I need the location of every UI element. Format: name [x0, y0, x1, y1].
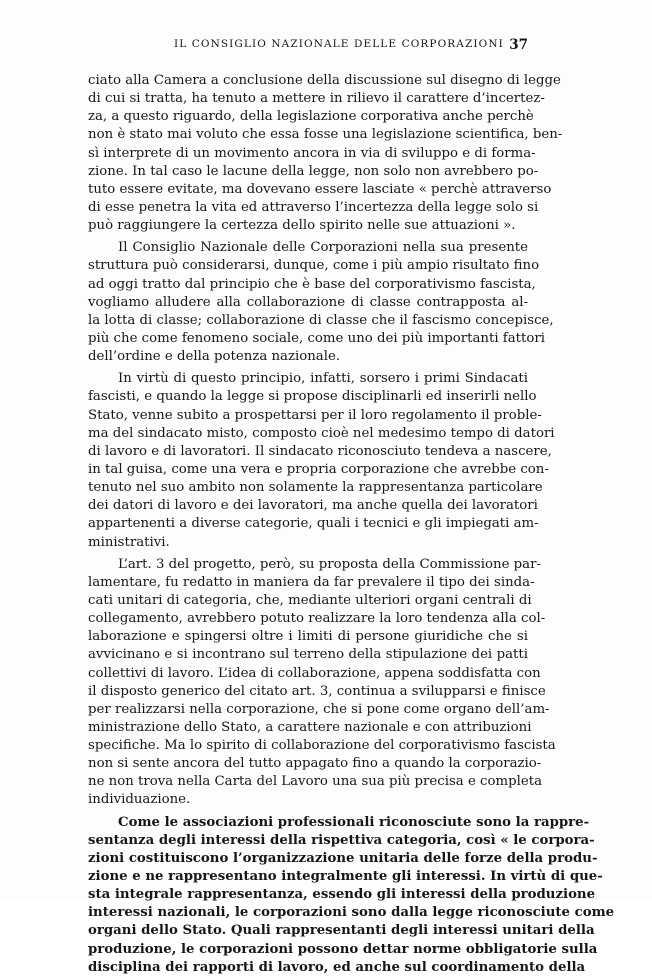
- body-text: [88, 72, 615, 977]
- text-line: ne non trova nella Carta del Lavoro una sua più precisa e completa: [88, 774, 543, 790]
- running-title: IL CONSIGLIO NAZIONALE DELLE CORPORAZIONI: [174, 38, 504, 50]
- text-line: sì interprete di un movimento ancora in via di sviluppo e di forma-: [88, 145, 536, 161]
- text-line: per realizzarsi nella corporazione, che si pone come organo dell’am-: [88, 701, 550, 717]
- text-line: non è stato mai voluto che essa fosse una legislazione scientifica, ben-: [88, 127, 563, 143]
- text-line: non si sente ancora del tutto appagato fino a quando la corporazio-: [88, 756, 542, 772]
- text-line: in tal guisa, come una vera e propria corporazione che avrebbe con-: [88, 461, 549, 477]
- text-line: Il Consiglio Nazionale delle Corporazioni nella sua presente: [118, 240, 528, 256]
- text-line: laborazione e spingersi oltre i limiti di persone giuridiche che si: [88, 629, 528, 645]
- text-line: L’art. 3 del progetto, però, su proposta della Commissione par-: [118, 556, 541, 572]
- page-number: 37: [509, 37, 528, 53]
- paragraph: [88, 556, 556, 810]
- paragraph: [88, 239, 554, 366]
- text-line: ad oggi tratto dal principio che è base del corporativismo fascista,: [88, 276, 536, 292]
- text-line: sentanza degli interessi della rispettiva categoria, così « le corpora-: [88, 832, 595, 848]
- text-line: interessi nazionali, le corporazioni sono dalla legge riconosciute come: [88, 905, 615, 921]
- text-line: più che come fenomeno sociale, come uno dei più importanti fattori: [88, 330, 545, 346]
- text-line: zione. In tal caso le lacune della legge, non solo non avrebbero po-: [88, 163, 539, 179]
- paragraph: [88, 72, 563, 235]
- text-line: Come le associazioni professionali riconosciute sono la rappre-: [118, 814, 590, 830]
- running-head: [88, 38, 528, 54]
- text-line: ciato alla Camera a conclusione della discussione sul disegno di legge: [88, 73, 561, 88]
- text-line: il disposto generico del citato art. 3, continua a svilupparsi e finisce: [88, 683, 546, 699]
- text-line: In virtù di questo principio, infatti, sorsero i primi Sindacati: [118, 371, 528, 387]
- text-line: produzione, le corporazioni possono dettar norme obbligatorie sulla: [88, 941, 598, 957]
- text-line: tenuto nel suo ambito non solamente la rappresentanza particolare: [88, 480, 543, 496]
- text-line: ministrazione dello Stato, a carattere nazionale e con attribuzioni: [88, 719, 532, 735]
- text-line: la lotta di classe; collaborazione di classe che il fascismo concepisce,: [88, 312, 554, 328]
- text-line: di lavoro e di lavoratori. Il sindacato riconosciuto tendeva a nascere,: [88, 443, 552, 459]
- text-line: lamentare, fu redatto in maniera da far prevalere il tipo dei sinda-: [88, 574, 535, 590]
- text-line: fascisti, e quando la legge si propose disciplinarli ed inserirli nello: [88, 389, 537, 405]
- text-line: individuazione.: [88, 792, 191, 808]
- text-line: collegamento, avrebbero potuto realizzare la loro tendenza alla col-: [88, 611, 546, 627]
- paragraph: [88, 814, 615, 977]
- paragraph: [88, 370, 555, 551]
- text-line: dell’ordine e della potenza nazionale.: [88, 349, 341, 365]
- text-line: avvicinano e si incontrano sul terreno della stipulazione dei patti: [88, 647, 528, 663]
- text-line: ma del sindacato misto, composto cioè nel medesimo tempo di datori: [88, 425, 555, 441]
- text-line: collettivi di lavoro. L’idea di collaborazione, appena soddisfatta con: [88, 665, 541, 681]
- text-line: vogliamo alludere alla collaborazione di classe contrapposta al-: [88, 294, 528, 310]
- text-line: zioni costituiscono l’organizzazione unitaria delle forze della produ-: [88, 850, 598, 866]
- text-line: appartenenti a diverse categorie, quali i tecnici e gli impiegati am-: [88, 516, 539, 532]
- text-line: specifiche. Ma lo spirito di collaborazione del corporativismo fascista: [88, 738, 556, 754]
- text-line: disciplina dei rapporti di lavoro, ed anche sul coordinamento della: [88, 959, 586, 975]
- text-line: può raggiungere la certezza dello spirito nelle sue attuazioni ».: [88, 218, 516, 234]
- text-line: di cui si tratta, ha tenuto a mettere in rilievo il carattere d’incertez-: [88, 91, 545, 107]
- text-line: cati unitari di categoria, che, mediante ulteriori organi centrali di: [88, 592, 532, 608]
- text-line: dei datori di lavoro e dei lavoratori, ma anche quella dei lavoratori: [88, 498, 538, 514]
- text-line: sta integrale rappresentanza, essendo gli interessi della produzione: [88, 887, 596, 903]
- text-line: organi dello Stato. Quali rappresentanti degli interessi unitari della: [88, 923, 595, 939]
- text-line: za, a questo riguardo, della legislazione corporativa anche perchè: [88, 109, 534, 125]
- text-line: Stato, venne subito a prospettarsi per il loro regolamento il proble-: [88, 407, 542, 423]
- text-line: di esse penetra la vita ed attraverso l’incertezza della legge solo si: [88, 199, 539, 215]
- text-line: tuto essere evitate, ma dovevano essere lasciate « perchè attraverso: [88, 181, 552, 197]
- text-line: zione e ne rappresentano integralmente gli interessi. In virtù di que-: [88, 869, 603, 885]
- text-line: struttura può considerarsi, dunque, come i più ampio risultato fino: [88, 258, 540, 274]
- text-line: ministrativi.: [88, 534, 170, 550]
